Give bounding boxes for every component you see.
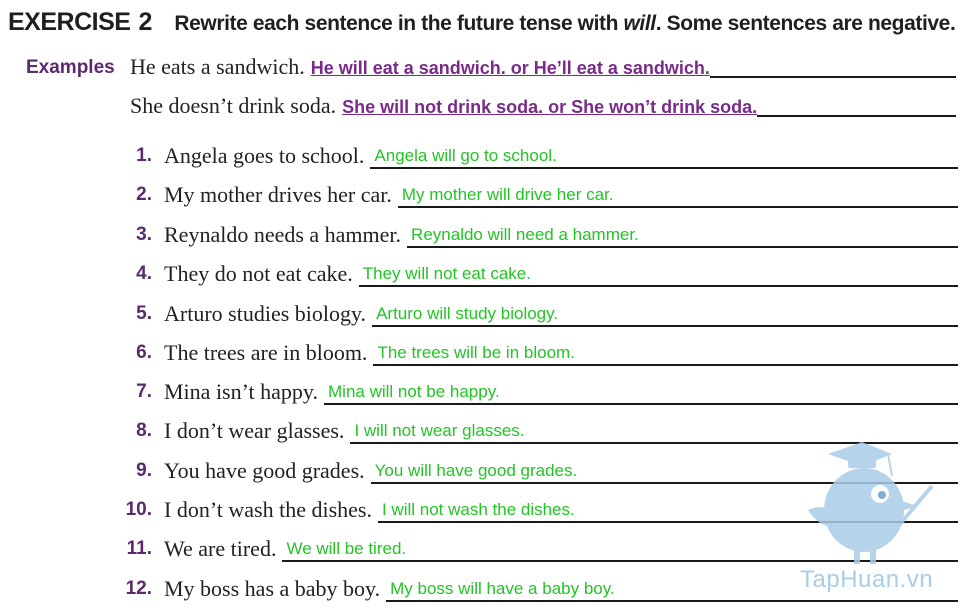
item-prompt: I don’t wash the dishes. xyxy=(164,497,372,522)
item-prompt: They do not eat cake. xyxy=(164,261,353,286)
item-prompt: I don’t wear glasses. xyxy=(164,418,345,443)
item-number: 6. xyxy=(136,342,152,363)
item-number: 5. xyxy=(136,303,152,324)
example-row xyxy=(130,50,956,80)
answer-field[interactable] xyxy=(407,218,958,248)
item-answer: My boss will have a baby boy. xyxy=(390,579,615,598)
item-answer: Arturo will study biology. xyxy=(376,304,559,323)
exercise-item xyxy=(110,255,958,287)
item-answer: I will not wear glasses. xyxy=(354,421,525,440)
example-answer-line xyxy=(710,76,956,78)
example-row xyxy=(130,89,956,119)
item-number: 10. xyxy=(125,499,152,520)
item-prompt: My mother drives her car. xyxy=(164,182,392,207)
item-prompt: The trees are in bloom. xyxy=(164,340,368,365)
item-answer: They will not eat cake. xyxy=(362,264,531,283)
item-number: 4. xyxy=(136,263,152,284)
item-answer: My mother will drive her car. xyxy=(401,185,614,204)
exercise-item xyxy=(110,216,958,248)
exercise-item xyxy=(110,373,958,405)
item-answer: We will be tired. xyxy=(286,539,407,558)
example-answer: He will eat a sandwich. or He’ll eat a sandwich. xyxy=(310,58,710,78)
item-prompt: You have good grades. xyxy=(164,458,365,483)
item-answer: You will have good grades. xyxy=(374,461,578,480)
item-answer: I will not wash the dishes. xyxy=(381,500,575,519)
exercise-item xyxy=(110,137,958,169)
answer-field[interactable] xyxy=(373,336,958,366)
item-number: 9. xyxy=(136,460,152,481)
item-prompt: My boss has a baby boy. xyxy=(164,576,381,601)
item-prompt: Angela goes to school. xyxy=(164,143,365,168)
example-prompt: He eats a sandwich. xyxy=(130,54,305,79)
examples-label: Examples xyxy=(26,57,115,78)
exercise-instruction xyxy=(174,12,955,36)
instruction-text-end: . Some sentences are negative. xyxy=(655,12,956,35)
item-prompt: Mina isn’t happy. xyxy=(164,379,318,404)
answer-field[interactable] xyxy=(370,139,958,169)
item-number: 12. xyxy=(125,578,152,599)
item-prompt: Arturo studies biology. xyxy=(164,301,367,326)
exercise-item xyxy=(110,176,958,208)
answer-field[interactable] xyxy=(372,297,958,327)
exercise-item xyxy=(110,295,958,327)
example-answer-line xyxy=(757,115,956,117)
exercise-label: EXERCISE xyxy=(8,8,131,36)
item-answer: Reynaldo will need a hammer. xyxy=(411,225,639,244)
item-number: 7. xyxy=(136,381,152,402)
item-prompt: We are tired. xyxy=(164,536,277,561)
exercise-item xyxy=(110,334,958,366)
item-answer: Angela will go to school. xyxy=(374,146,557,165)
example-answer: She will not drink soda. or She won’t drink soda. xyxy=(342,97,758,117)
exercise-heading xyxy=(8,8,955,42)
item-number: 11. xyxy=(126,538,152,559)
item-prompt: Reynaldo needs a hammer. xyxy=(164,222,402,247)
item-number: 8. xyxy=(136,420,152,441)
item-answer: The trees will be in bloom. xyxy=(377,343,575,362)
instruction-text: Rewrite each sentence in the future tense with xyxy=(174,12,624,35)
item-answer: Mina will not be happy. xyxy=(328,382,500,401)
answer-field[interactable] xyxy=(324,375,958,405)
item-number: 3. xyxy=(136,224,152,245)
instruction-keyword: will xyxy=(623,12,656,35)
watermark-text: TapHuan.vn xyxy=(800,566,934,593)
item-number: 1. xyxy=(136,145,152,166)
example-prompt: She doesn’t drink soda. xyxy=(130,93,337,118)
answer-field[interactable] xyxy=(398,178,958,208)
answer-field[interactable] xyxy=(359,257,958,287)
exercise-number: 2 xyxy=(138,8,153,36)
item-number: 2. xyxy=(136,184,152,205)
